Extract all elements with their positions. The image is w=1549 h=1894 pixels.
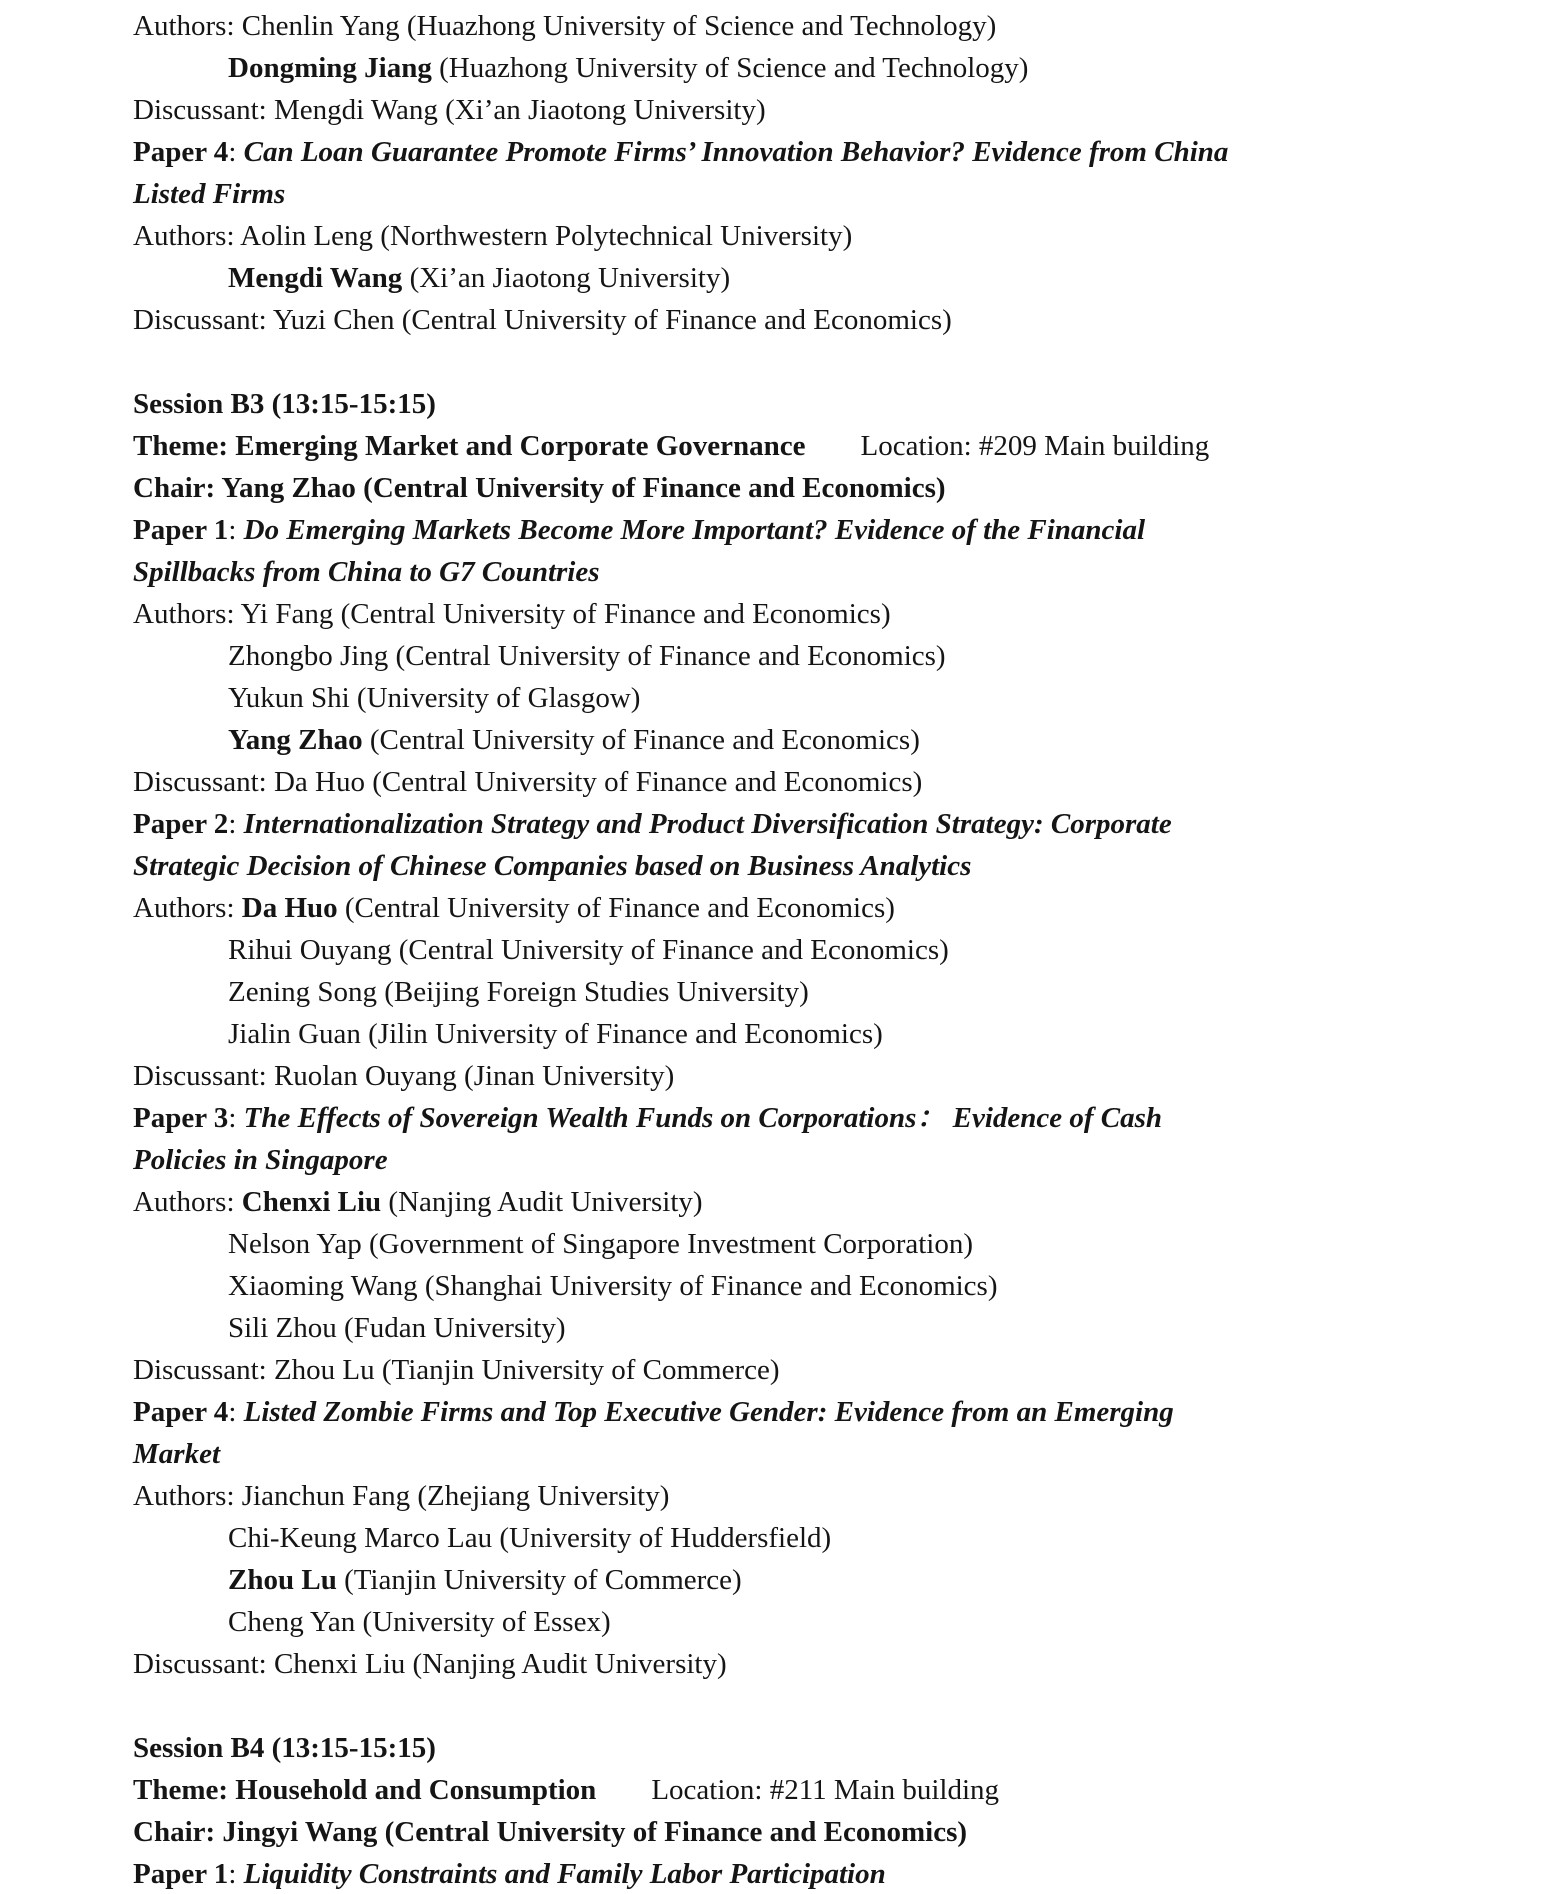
text-segment: Internationalization Strategy and Product Diversification Strategy: Corporate [243, 808, 1172, 840]
document-line [133, 131, 1421, 173]
text-segment: Authors: Yi Fang (Central University of Finance and Economics) [133, 598, 891, 630]
text-segment: Rihui Ouyang (Central University of Finance and Economics) [228, 934, 949, 966]
document-line [133, 887, 1421, 929]
document-line [133, 845, 1421, 887]
document-line [133, 1307, 1421, 1349]
document-line [133, 1475, 1421, 1517]
document-line [133, 425, 1421, 467]
text-segment: (Nanjing Audit University) [381, 1186, 703, 1218]
document-line [133, 467, 1421, 509]
document-line [133, 1265, 1421, 1307]
document-line [133, 1097, 1421, 1139]
text-segment: Discussant: Yuzi Chen (Central University of Finance and Economics) [133, 304, 952, 336]
text-segment: Policies in Singapore [133, 1144, 388, 1176]
document-line [133, 1349, 1421, 1391]
text-segment: Sili Zhou (Fudan University) [228, 1312, 566, 1344]
text-segment: Discussant: Da Huo (Central University of Finance and Economics) [133, 766, 923, 798]
document-line [133, 1811, 1421, 1853]
text-segment: Discussant: Mengdi Wang (Xi’an Jiaotong University) [133, 94, 766, 126]
document-line [133, 803, 1421, 845]
text-segment: (Xi’an Jiaotong University) [402, 262, 731, 294]
text-segment: Authors: Jianchun Fang (Zhejiang University) [133, 1480, 670, 1512]
text-segment: Theme: Emerging Market and Corporate Governance [133, 430, 806, 462]
text-segment: The Effects of Sovereign Wealth Funds on Corporations： Evidence of Cash [243, 1102, 1163, 1134]
text-segment: Yukun Shi (University of Glasgow) [228, 682, 641, 714]
document-line [133, 719, 1421, 761]
document-line [133, 761, 1421, 803]
text-segment: Strategic Decision of Chinese Companies based on Business Analytics [133, 850, 972, 882]
document-line [133, 1559, 1421, 1601]
text-segment: Chi-Keung Marco Lau (University of Huddersfield) [228, 1522, 832, 1554]
text-segment: : [228, 136, 244, 168]
text-segment: Location: #211 Main building [651, 1774, 1000, 1806]
text-segment: Chair: Yang Zhao (Central University of Finance and Economics) [133, 472, 946, 504]
text-segment: Dongming Jiang [228, 52, 432, 84]
document-line [133, 383, 1421, 425]
document-line [133, 635, 1421, 677]
text-segment: Discussant: Chenxi Liu (Nanjing Audit University) [133, 1648, 727, 1680]
text-segment: Location: #209 Main building [860, 430, 1210, 462]
document-line [133, 1223, 1421, 1265]
text-segment: Theme: Household and Consumption [133, 1774, 597, 1806]
text-segment: Zhou Lu [228, 1564, 337, 1596]
text-segment: Spillbacks from China to G7 Countries [133, 556, 600, 588]
text-segment: Chenxi Liu [241, 1186, 382, 1218]
text-segment: Paper 1 [133, 514, 229, 546]
document-line [133, 1517, 1421, 1559]
text-segment: (Huazhong University of Science and Technology) [431, 52, 1029, 84]
text-segment: Listed Firms [133, 178, 286, 210]
text-segment: Can Loan Guarantee Promote Firms’ Innovation Behavior? Evidence from China [243, 136, 1229, 168]
document-line [133, 593, 1421, 635]
text-segment: : [228, 1102, 244, 1134]
text-segment: Paper 4 [133, 1396, 229, 1428]
text-segment: Authors: Chenlin Yang (Huazhong University of Science and Technology) [133, 10, 997, 42]
text-segment: Session B3 (13:15-15:15) [133, 388, 436, 420]
text-segment: Jialin Guan (Jilin University of Finance and Economics) [228, 1018, 883, 1050]
document-line [133, 551, 1421, 593]
document-line [133, 1769, 1421, 1811]
text-segment: Authors: Aolin Leng (Northwestern Polytechnical University) [133, 220, 853, 252]
text-segment: Mengdi Wang [228, 262, 403, 294]
text-segment: : [228, 1858, 244, 1890]
document-line [133, 1013, 1421, 1055]
document-line [133, 677, 1421, 719]
text-segment: : [228, 1396, 244, 1428]
text-segment: Zening Song (Beijing Foreign Studies University) [228, 976, 809, 1008]
text-segment: Cheng Yan (University of Essex) [228, 1606, 611, 1638]
document-line [133, 971, 1421, 1013]
text-segment: Paper 4 [133, 136, 229, 168]
blank-line [133, 1685, 1421, 1727]
text-segment: Xiaoming Wang (Shanghai University of Finance and Economics) [228, 1270, 998, 1302]
text-segment: : [228, 514, 244, 546]
text-segment: Liquidity Constraints and Family Labor Participation [243, 1858, 886, 1890]
document-line [133, 1853, 1421, 1894]
document-line [133, 1055, 1421, 1097]
document-line [133, 89, 1421, 131]
document-line [133, 1391, 1421, 1433]
document-line [133, 1433, 1421, 1475]
document-line [133, 1601, 1421, 1643]
text-segment: Do Emerging Markets Become More Important? Evidence of the Financial [243, 514, 1146, 546]
text-segment: (Tianjin University of Commerce) [336, 1564, 742, 1596]
text-segment: Paper 3 [133, 1102, 229, 1134]
document-line [133, 47, 1421, 89]
text-segment: Authors: [133, 1186, 242, 1218]
document-line [133, 299, 1421, 341]
document-line [133, 509, 1421, 551]
text-segment: Authors: [133, 892, 242, 924]
document-line [133, 1643, 1421, 1685]
text-segment: Discussant: Zhou Lu (Tianjin University of Commerce) [133, 1354, 780, 1386]
document-line [133, 5, 1421, 47]
document-line [133, 1139, 1421, 1181]
blank-line [133, 341, 1421, 383]
text-segment: Listed Zombie Firms and Top Executive Gender: Evidence from an Emerging [243, 1396, 1174, 1428]
document-line [133, 929, 1421, 971]
text-segment: (Central University of Finance and Economics) [337, 892, 895, 924]
text-segment: Paper 2 [133, 808, 229, 840]
text-segment: Discussant: Ruolan Ouyang (Jinan University) [133, 1060, 675, 1092]
document-line [133, 1181, 1421, 1223]
text-segment: Paper 1 [133, 1858, 229, 1890]
document-line [133, 1727, 1421, 1769]
text-segment: Nelson Yap (Government of Singapore Investment Corporation) [228, 1228, 974, 1260]
text-segment: Session B4 (13:15-15:15) [133, 1732, 436, 1764]
text-segment: Zhongbo Jing (Central University of Finance and Economics) [228, 640, 946, 672]
text-segment: (Central University of Finance and Economics) [362, 724, 920, 756]
text-segment: Da Huo [241, 892, 338, 924]
text-segment: : [228, 808, 244, 840]
document-line [133, 173, 1421, 215]
document-line [133, 215, 1421, 257]
text-segment: Market [133, 1438, 220, 1470]
text-segment: Chair: Jingyi Wang (Central University of Finance and Economics) [133, 1816, 968, 1848]
document-line [133, 257, 1421, 299]
text-segment: Yang Zhao [228, 724, 363, 756]
